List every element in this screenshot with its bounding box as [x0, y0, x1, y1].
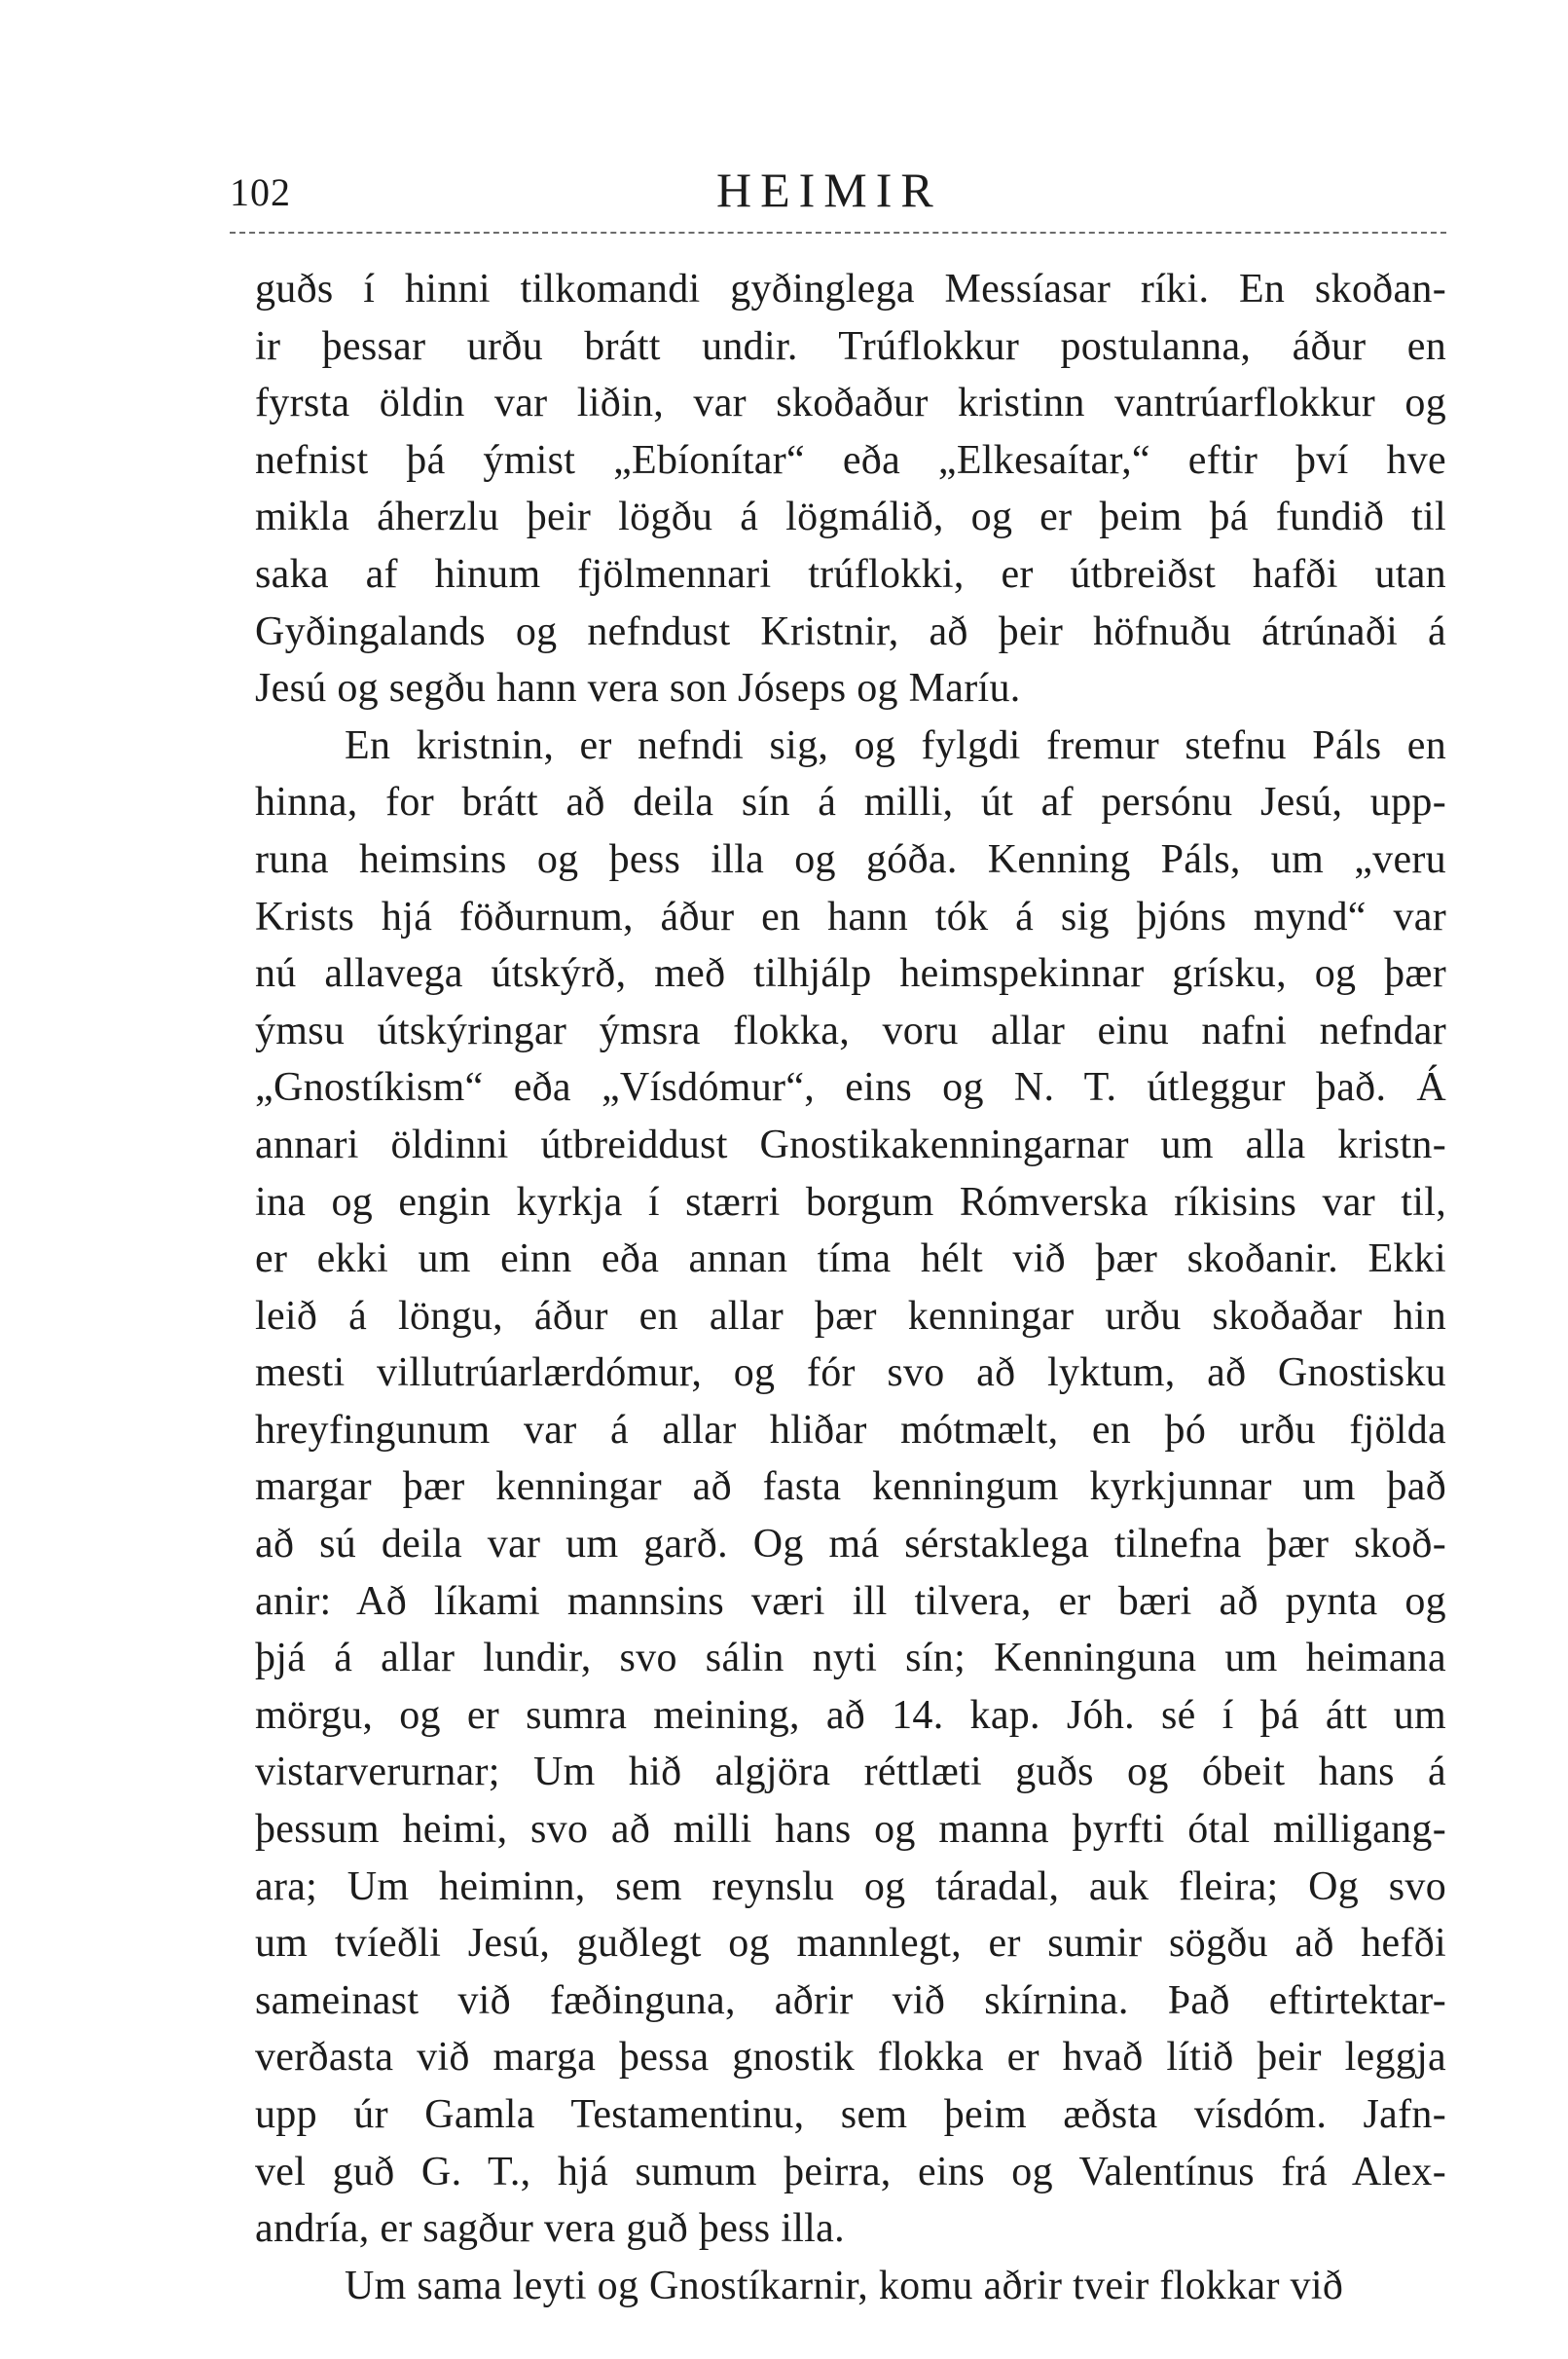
- text-line: „Gnostíkism“ eða „Vísdómur“, eins og N. T. útleggur það. Á: [255, 1065, 1446, 1111]
- text-line: vel guð G. T., hjá sumum þeirra, eins og Valentínus frá Alex-: [255, 2149, 1446, 2194]
- text-line: Jesú og segðu hann vera son Jóseps og Maríu.: [255, 666, 1021, 712]
- text-line: ara; Um heiminn, sem reynslu og táradal, auk fleira; Og svo: [255, 1863, 1446, 1909]
- text-line: ýmsu útskýringar ýmsra flokka, voru allar einu nafni nefndar: [255, 1008, 1446, 1053]
- text-line: mesti villutrúarlærdómur, og fór svo að lyktum, að Gnostisku: [255, 1350, 1446, 1396]
- text-line: leið á löngu, áður en allar þær kenningar urðu skoðaðar hin: [255, 1293, 1446, 1339]
- text-line: anir: Að líkami mannsins væri ill tilvera, er bæri að pynta og: [255, 1578, 1446, 1624]
- text-line: annari öldinni útbreiddust Gnostikakenningarnar um alla kristn-: [255, 1122, 1446, 1167]
- text-line: sameinast við fæðinguna, aðrir við skírnina. Það eftirtektar-: [255, 1977, 1446, 2023]
- text-line: Krists hjá föðurnum, áður en hann tók á sig þjóns mynd“ var: [255, 894, 1446, 940]
- text-line: hinna, for brátt að deila sín á milli, út af persónu Jesú, upp-: [255, 780, 1446, 826]
- text-line: fyrsta öldin var liðin, var skoðaður kristinn vantrúarflokkur og: [255, 381, 1446, 426]
- text-line: er ekki um einn eða annan tíma hélt við þær skoðanir. Ekki: [255, 1236, 1446, 1282]
- text-line: Gyðingalands og nefndust Kristnir, að þeir höfnuðu átrúnaði á: [255, 608, 1446, 654]
- body-text: [255, 261, 1446, 2314]
- text-line: hreyfingunum var á allar hliðar mótmælt, en þó urðu fjölda: [255, 1407, 1446, 1453]
- text-line: þessum heimi, svo að milli hans og manna þyrfti ótal milligang-: [255, 1807, 1446, 1853]
- text-line: þjá á allar lundir, svo sálin nyti sín; Kenninguna um heimana: [255, 1636, 1446, 1681]
- text-line: verðasta við marga þessa gnostik flokka er hvað lítið þeir leggja: [255, 2035, 1446, 2081]
- text-line: um tvíeðli Jesú, guðlegt og mannlegt, er sumir sögðu að hefði: [255, 1921, 1446, 1967]
- page-number: 102: [230, 170, 291, 214]
- text-line: ir þessar urðu brátt undir. Trúflokkur postulanna, áður en: [255, 323, 1446, 369]
- text-line: saka af hinum fjölmennari trúflokki, er útbreiðst hafði utan: [255, 551, 1446, 597]
- page-header: [230, 156, 1446, 224]
- text-line: En kristnin, er nefndi sig, og fylgdi fremur stefnu Páls en: [345, 722, 1446, 768]
- text-line: vistarverurnar; Um hið algjöra réttlæti guðs og óbeit hans á: [255, 1750, 1446, 1795]
- text-line: runa heimsins og þess illa og góða. Kenning Páls, um „veru: [255, 836, 1446, 882]
- text-line: ina og engin kyrkja í stærri borgum Rómverska ríkisins var til,: [255, 1179, 1446, 1225]
- text-line: að sú deila var um garð. Og má sérstaklega tilnefna þær skoð-: [255, 1522, 1446, 1567]
- text-line: nefnist þá ýmist „Ebíonítar“ eða „Elkesaítar,“ eftir því hve: [255, 437, 1446, 483]
- text-line: nú allavega útskýrð, með tilhjálp heimspekinnar grísku, og þær: [255, 951, 1446, 997]
- text-line: guðs í hinni tilkomandi gyðinglega Messíasar ríki. En skoðan-: [255, 267, 1446, 312]
- text-line: margar þær kenningar að fasta kenningum kyrkjunnar um það: [255, 1464, 1446, 1510]
- text-line: Um sama leyti og Gnostíkarnir, komu aðrir tveir flokkar við: [345, 2263, 1344, 2308]
- header-rule: [230, 232, 1446, 234]
- text-line: mikla áherzlu þeir lögðu á lögmálið, og er þeim þá fundið til: [255, 495, 1446, 540]
- running-title: HEIMIR: [716, 163, 942, 217]
- text-line: andría, er sagður vera guð þess illa.: [255, 2206, 845, 2252]
- text-line: upp úr Gamla Testamentinu, sem þeim æðsta vísdóm. Jafn-: [255, 2092, 1446, 2137]
- text-line: mörgu, og er sumra meining, að 14. kap. Jóh. sé í þá átt um: [255, 1692, 1446, 1738]
